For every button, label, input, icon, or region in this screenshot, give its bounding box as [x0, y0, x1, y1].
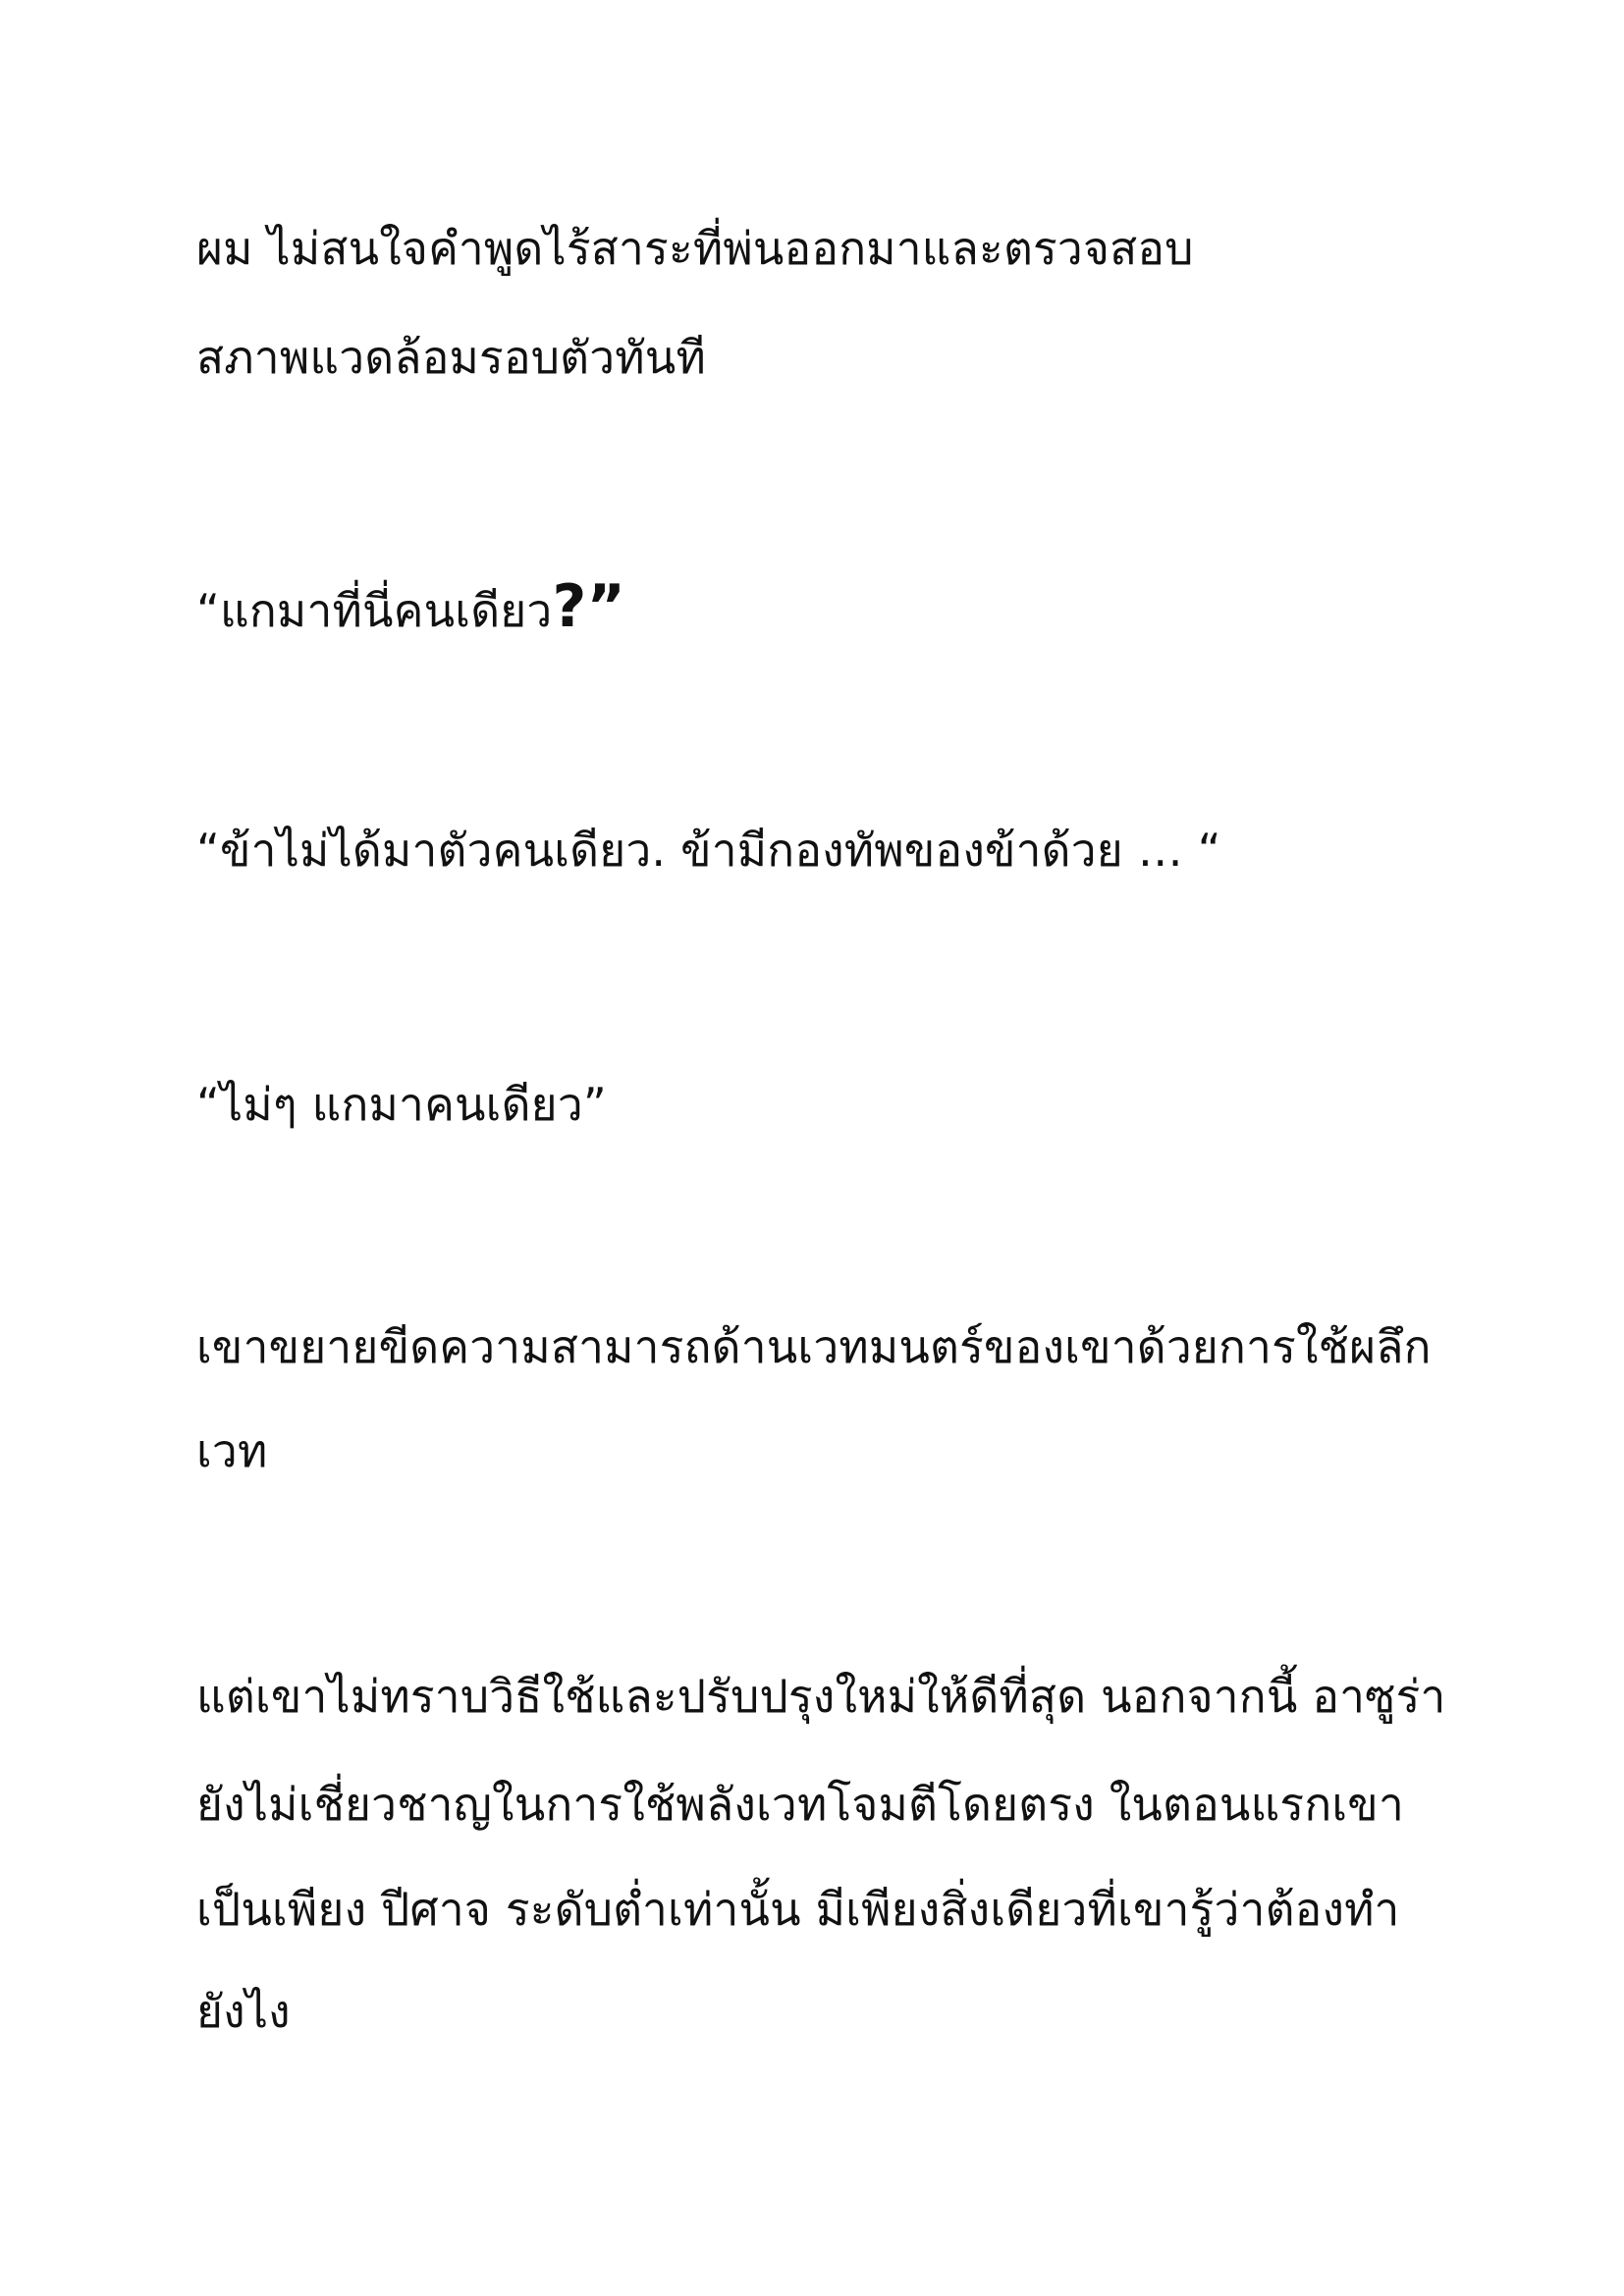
paragraph-6-line-4: ยังไง: [196, 1985, 291, 2038]
paragraph-3-line-1: “ข้าไม่ได้มาตัวคนเดียว. ข้ามีกองทัพของข้าด้วย … “: [196, 824, 1221, 877]
dialogue-text: “แกมาที่นี่คนเดียว: [196, 584, 553, 637]
paragraph-6-line-1: แต่เขาไม่ทราบวิธีใช้และปรับปรุงใหม่ให้ดีที่สุด นอกจากนี้ อาซูร่า: [196, 1670, 1446, 1723]
paragraph-1-line-2: สภาพแวดล้อมรอบตัวทันที: [196, 331, 706, 384]
paragraph-4-line-1: “ไม่ๆ แกมาคนเดียว”: [196, 1078, 607, 1131]
question-mark: ?”: [552, 572, 626, 641]
paragraph-5-line-1: เขาขยายขีดความสามารถด้านเวทมนตร์ของเขาด้วยการใช้ผลึก: [196, 1320, 1432, 1373]
paragraph-6-line-3: เป็นเพียง ปีศาจ ระดับต่ำเท่านั้น มีเพียงสิ่งเดียวที่เขารู้ว่าต้องทำ: [196, 1883, 1400, 1936]
paragraph-6-line-2: ยังไม่เชี่ยวชาญในการใช้พลังเวทโจมตีโดยตรง ในตอนแรกเขา: [196, 1778, 1404, 1831]
paragraph-1-line-1: ผม ไม่สนใจคำพูดไร้สาระที่พ่นออกมาและตรวจสอบ: [196, 222, 1194, 275]
paragraph-2-line-1: [196, 572, 626, 641]
paragraph-5-line-2: เวท: [196, 1424, 268, 1477]
